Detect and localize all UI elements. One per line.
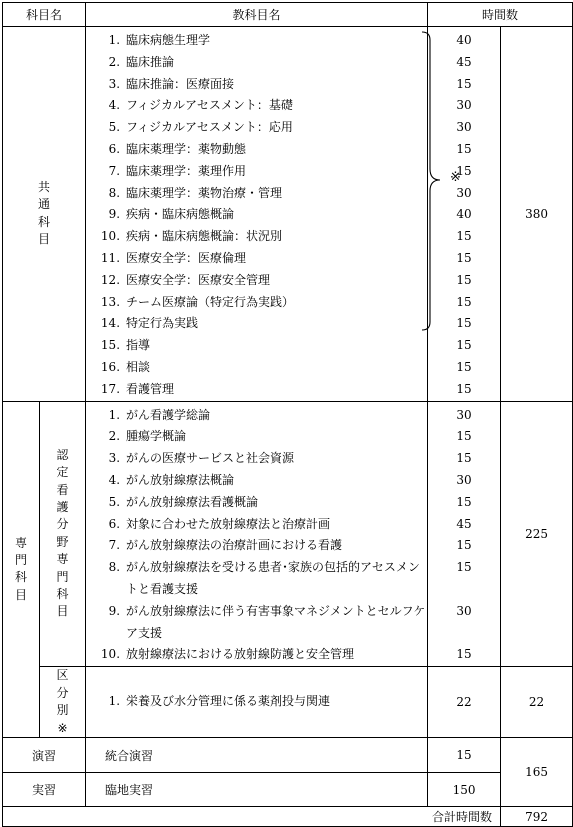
- list-item: 17. 看護管理: [100, 381, 175, 396]
- specialty-division-section: [3, 667, 573, 738]
- specialty-certified-section: [3, 401, 573, 667]
- certified-label: 認 定 看 護 分 野 専 門 科 目: [40, 401, 86, 667]
- division-label: 区 分 別 ※: [40, 667, 86, 738]
- list-item: 1. がん看護学総論: [108, 407, 211, 422]
- certified-subtotal: 225: [501, 401, 573, 667]
- list-item: 15. 指導: [100, 338, 151, 353]
- list-item: 9. がん放射線療法に伴う有害事象マネジメントとセルフケア支援: [108, 603, 426, 640]
- list-item: 10. 放射線療法における放射線防護と安全管理: [100, 647, 355, 662]
- exercise-hours: 15: [428, 738, 501, 773]
- list-item: 14. 特定行為実践: [100, 316, 199, 331]
- division-course: [86, 667, 428, 738]
- list-item: 3. 臨床推論：医療面接: [108, 76, 235, 91]
- list-item: 2. 臨床推論: [108, 54, 175, 69]
- list-item: 2. 腫瘍学概論: [108, 429, 187, 444]
- total-label: 合計時間数: [3, 807, 501, 827]
- list-item: 7. がん放射線療法の治療計画における看護: [108, 538, 343, 553]
- list-item: 1. 臨床病態生理学: [108, 33, 211, 47]
- common-subtotal: 380: [501, 27, 573, 402]
- list-item: 16. 相談: [100, 359, 151, 374]
- practicum-row: [3, 773, 573, 807]
- list-item: 13. チーム医療論（特定行為実践）: [100, 294, 295, 309]
- practicum-label: 実習: [3, 773, 86, 807]
- list-item: 8. がん放射線療法を受ける患者･家族の包括的アセスメントと看護支援: [108, 560, 420, 596]
- total-value: 792: [501, 807, 573, 827]
- curriculum-table: [2, 2, 573, 827]
- list-item: 6. 対象に合わせた放射線療法と治療計画: [108, 516, 331, 531]
- certified-hours-list: 30 15 15 30 15 45 15 15 30 15: [428, 401, 501, 667]
- certified-course-list: [86, 401, 428, 667]
- header-course: 教科目名: [86, 3, 428, 27]
- common-label: 共 通 科 目: [3, 27, 86, 402]
- list-item: 6. 臨床薬理学：薬物動態: [108, 141, 247, 156]
- list-item: 5. がん放射線療法看護概論: [108, 494, 259, 509]
- header-hours: 時間数: [428, 3, 573, 27]
- common-section: [3, 27, 573, 402]
- list-item: 12. 医療安全学：医療安全管理: [100, 272, 271, 287]
- specialty-label: 専 門 科 目: [3, 401, 40, 738]
- list-item: 8. 臨床薬理学：薬物治療・管理: [108, 185, 283, 200]
- header-category: 科目名: [3, 3, 86, 27]
- list-item: 4. がん放射線療法概論: [108, 472, 235, 487]
- common-hours-list: 40 45 15 30 30 15 15 30 40 15 15 15 15 15 15 15 15: [428, 27, 501, 402]
- common-course-list: [86, 27, 461, 402]
- brace-mark: ※: [450, 170, 461, 185]
- exercise-row: [3, 738, 573, 773]
- list-item: 5. フィジカルアセスメント：応用: [108, 120, 293, 135]
- exercise-course: 統合演習: [86, 738, 428, 773]
- brace-icon: [422, 31, 452, 331]
- total-row: [3, 807, 573, 827]
- division-subtotal: 22: [501, 667, 573, 738]
- list-item: 7. 臨床薬理学：薬理作用: [108, 163, 247, 178]
- list-item: 11. 医療安全学：医療倫理: [100, 250, 247, 265]
- list-item: 1. 栄養及び水分管理に係る薬剤投与関連: [108, 694, 331, 709]
- exercise-label: 演習: [3, 738, 86, 773]
- division-hours: 22: [428, 667, 501, 738]
- list-item: 10. 疾病・臨床病態概論：状況別: [100, 229, 283, 244]
- header-row: [3, 3, 573, 27]
- list-item: 3. がんの医療サービスと社会資源: [108, 451, 295, 466]
- practicum-course: 臨地実習: [86, 773, 428, 807]
- list-item: 9. 疾病・臨床病態概論: [108, 207, 235, 222]
- practicum-hours: 150: [428, 773, 501, 807]
- list-item: 4. フィジカルアセスメント：基礎: [108, 98, 293, 113]
- practice-subtotal: 165: [501, 738, 573, 807]
